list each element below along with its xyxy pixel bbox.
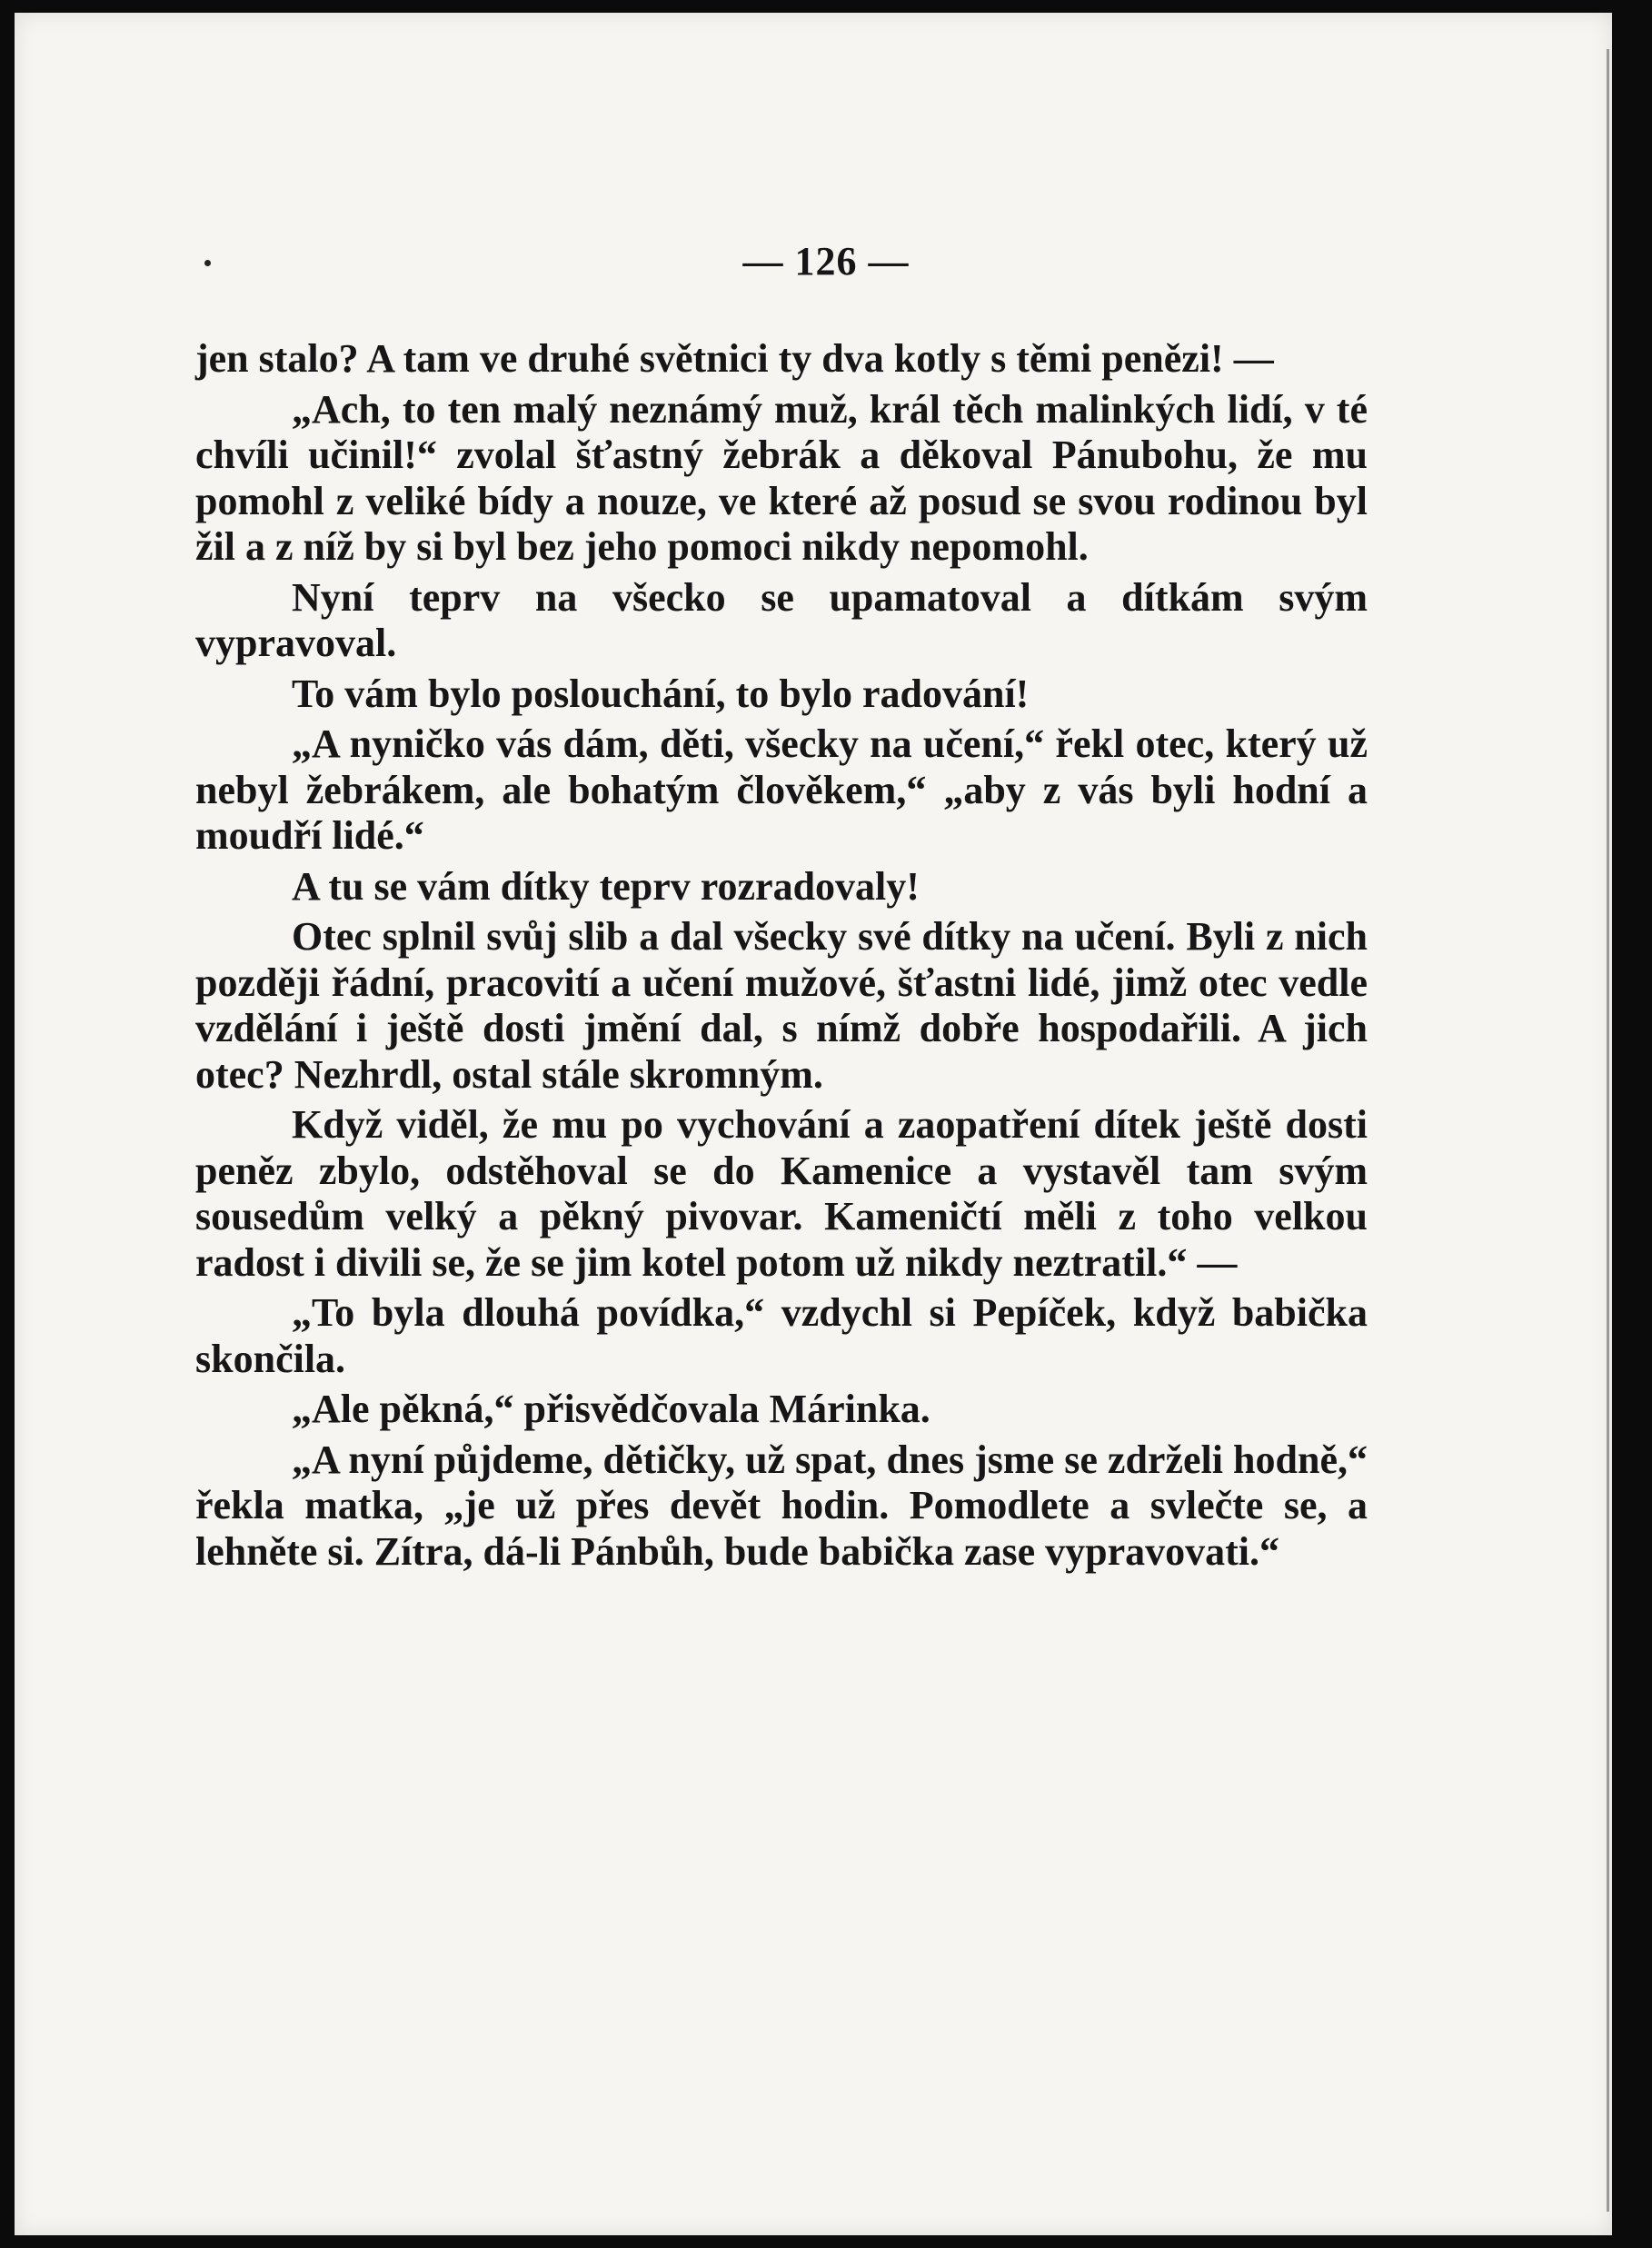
page-number: — 126 — <box>742 239 910 283</box>
paragraph-9: „To byla dlouhá povídka,“ vzdychl si Pepíček, když babička skončila. <box>195 1290 1368 1381</box>
paragraph-10: „Ale pěkná,“ přisvědčovala Márinka. <box>292 1387 930 1431</box>
paragraph-5: „A nyničko vás dám, děti, všecky na učení,“ řekl otec, který už nebyl žebrákem, ale bohatým člověkem,“ „aby z vás byli hodní a moudří lidé.“ <box>195 721 1368 858</box>
page-edge-shadow <box>1607 49 1609 2212</box>
paragraph-11: „A nyní půjdeme, dětičky, už spat, dnes jsme se zdrželi hodně,“ řekla matka, „je už přes devět hodin. Pomodlete a svlečte se, a lehněte si. Zítra, dá-li Pánbůh, bude babička zase vypravovati.“ <box>195 1437 1368 1574</box>
scan-border-right <box>1612 0 1652 2248</box>
paragraph-7: Otec splnil svůj slib a dal všecky své dítky na učení. Byli z nich později řádní, pracovití a učení mužové, šťastni lidé, jimž otec vedle vzdělání i ještě dosti jmění dal, s nímž dobře hospodařili. A jich otec? Nezhrdl, ostal stále skromným. <box>195 914 1368 1097</box>
paragraph-3: Nyní teprv na všecko se upamatoval a dítkám svým vypravoval. <box>195 574 1368 665</box>
paragraph-4: To vám bylo poslouchání, to bylo radování! <box>292 671 1030 716</box>
body-text <box>195 336 1368 1579</box>
paragraph-6: A tu se vám dítky teprv rozradovaly! <box>292 863 920 909</box>
paragraph-8: Když viděl, že mu po vychování a zaopatření dítek ještě dosti peněz zbylo, odstěhoval se do Kamenice a vystavěl tam svým sousedům velký a pěkný pivovar. Kameničtí měli z toho velkou radost i divili se, že se jim kotel potom už nikdy neztratil.“ — <box>195 1102 1368 1285</box>
paragraph-2: „Ach, to ten malý neznámý muž, král těch malinkých lidí, v té chvíli učinil!“ zvolal šťastný žebrák a děkoval Pánubohu, že mu pomohl z veliké bídy a nouze, ve které až posud se svou rodinou byl žil a z níž by si byl bez jeho pomoci nikdy nepomohl. <box>195 386 1368 569</box>
paragraph-1: jen stalo? A tam ve druhé světnici ty dva kotly s těmi penězi! — <box>195 336 1274 381</box>
